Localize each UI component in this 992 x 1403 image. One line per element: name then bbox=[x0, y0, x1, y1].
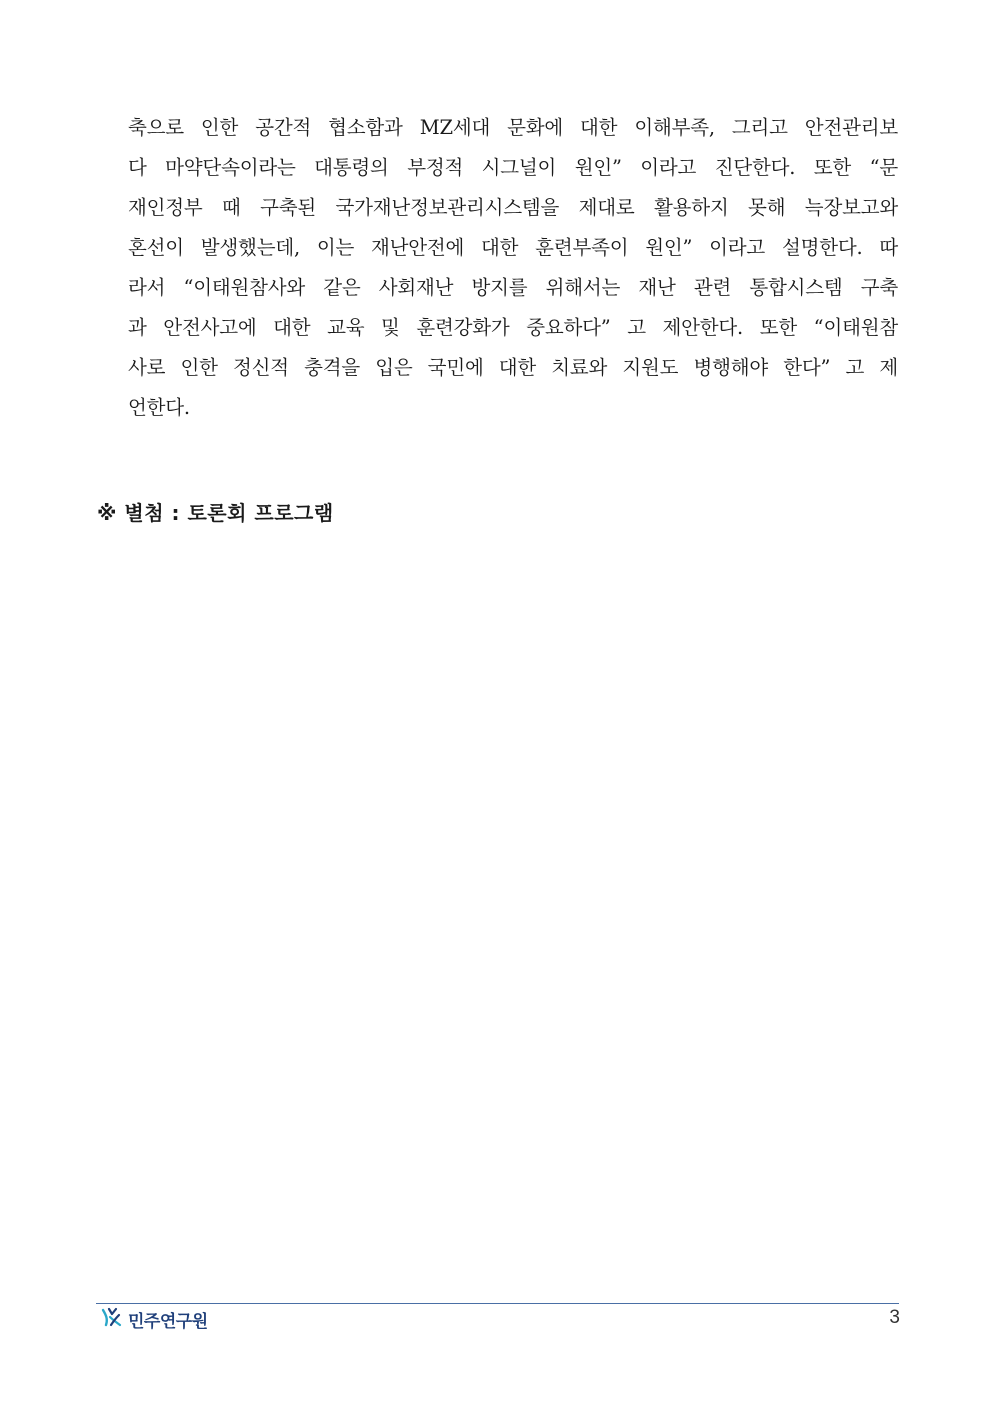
paragraph-line: 언한다. bbox=[128, 396, 190, 419]
paragraph-line: 라서 “이태원참사와 같은 사회재난 방지를 위해서는 재난 관련 통합시스템 구축 bbox=[128, 276, 898, 299]
paragraph-line: 축으로 인한 공간적 협소함과 MZ세대 문화에 대한 이해부족, 그리고 안전관리보 bbox=[128, 116, 898, 139]
minju-research-logo-icon bbox=[100, 1306, 122, 1332]
paragraph-line: 다 마약단속이라는 대통령의 부정적 시그널이 원인” 이라고 진단한다. 또한 “문 bbox=[128, 156, 898, 179]
footer-divider bbox=[96, 1303, 899, 1304]
paragraph-line: 혼선이 발생했는데, 이는 재난안전에 대한 훈련부족이 원인” 이라고 설명한다. 따 bbox=[128, 236, 898, 259]
body-paragraph bbox=[128, 108, 898, 428]
attachment-note: ※ 별첨 : 토론회 프로그램 bbox=[97, 501, 334, 525]
paragraph-line: 재인정부 때 구축된 국가재난정보관리시스템을 제대로 활용하지 못해 늑장보고와 bbox=[128, 196, 898, 219]
footer-org-name: 민주연구원 bbox=[128, 1311, 208, 1332]
page-number: 3 bbox=[889, 1307, 900, 1328]
paragraph-line: 과 안전사고에 대한 교육 및 훈련강화가 중요하다” 고 제안한다. 또한 “이태원참 bbox=[128, 316, 898, 339]
paragraph-line: 사로 인한 정신적 충격을 입은 국민에 대한 치료와 지원도 병행해야 한다” 고 제 bbox=[128, 356, 898, 379]
footer-logo bbox=[100, 1306, 208, 1332]
